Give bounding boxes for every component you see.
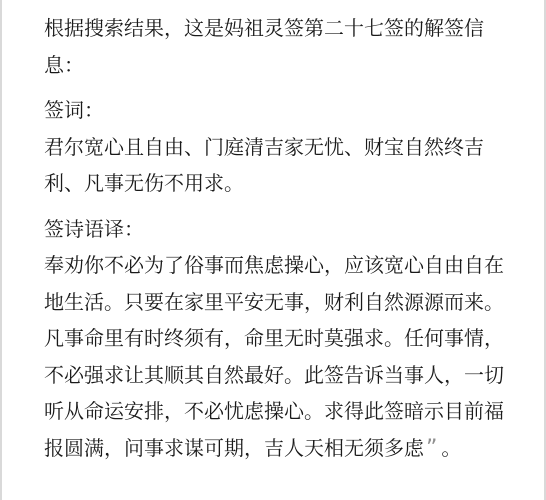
sign-words-heading: 签词：: [44, 98, 104, 122]
poem-translation-heading: 签诗语译：: [44, 216, 144, 241]
sign-words-text: 君尔宽心且自由、门庭清吉家无忧、财宝自然终吉利、凡事无伤不用求。: [44, 134, 484, 195]
poem-translation-text: 奉劝你不必为了俗事而焦虑操心，应该宽心自由自在地生活。只要在家里平安无事，财利自然源源而来。凡事命里有时终须有，命里无时莫强求。任何事情，不必强求让其顺其自然最好。此签告诉当事人，一切听从命运安排，不必忧虑操心。求得此签暗示目前福报圆满，问事求谋可期，吉人天相无须多虑: [44, 253, 504, 460]
trailing-period: 。: [441, 435, 462, 460]
answer-content: [44, 10, 506, 467]
poem-translation-paragraph: [44, 247, 506, 467]
closing-quote-icon: ”: [426, 435, 438, 461]
intro-text: 根据搜索结果，这是妈祖灵签第二十七签的解签信息：: [44, 16, 484, 77]
